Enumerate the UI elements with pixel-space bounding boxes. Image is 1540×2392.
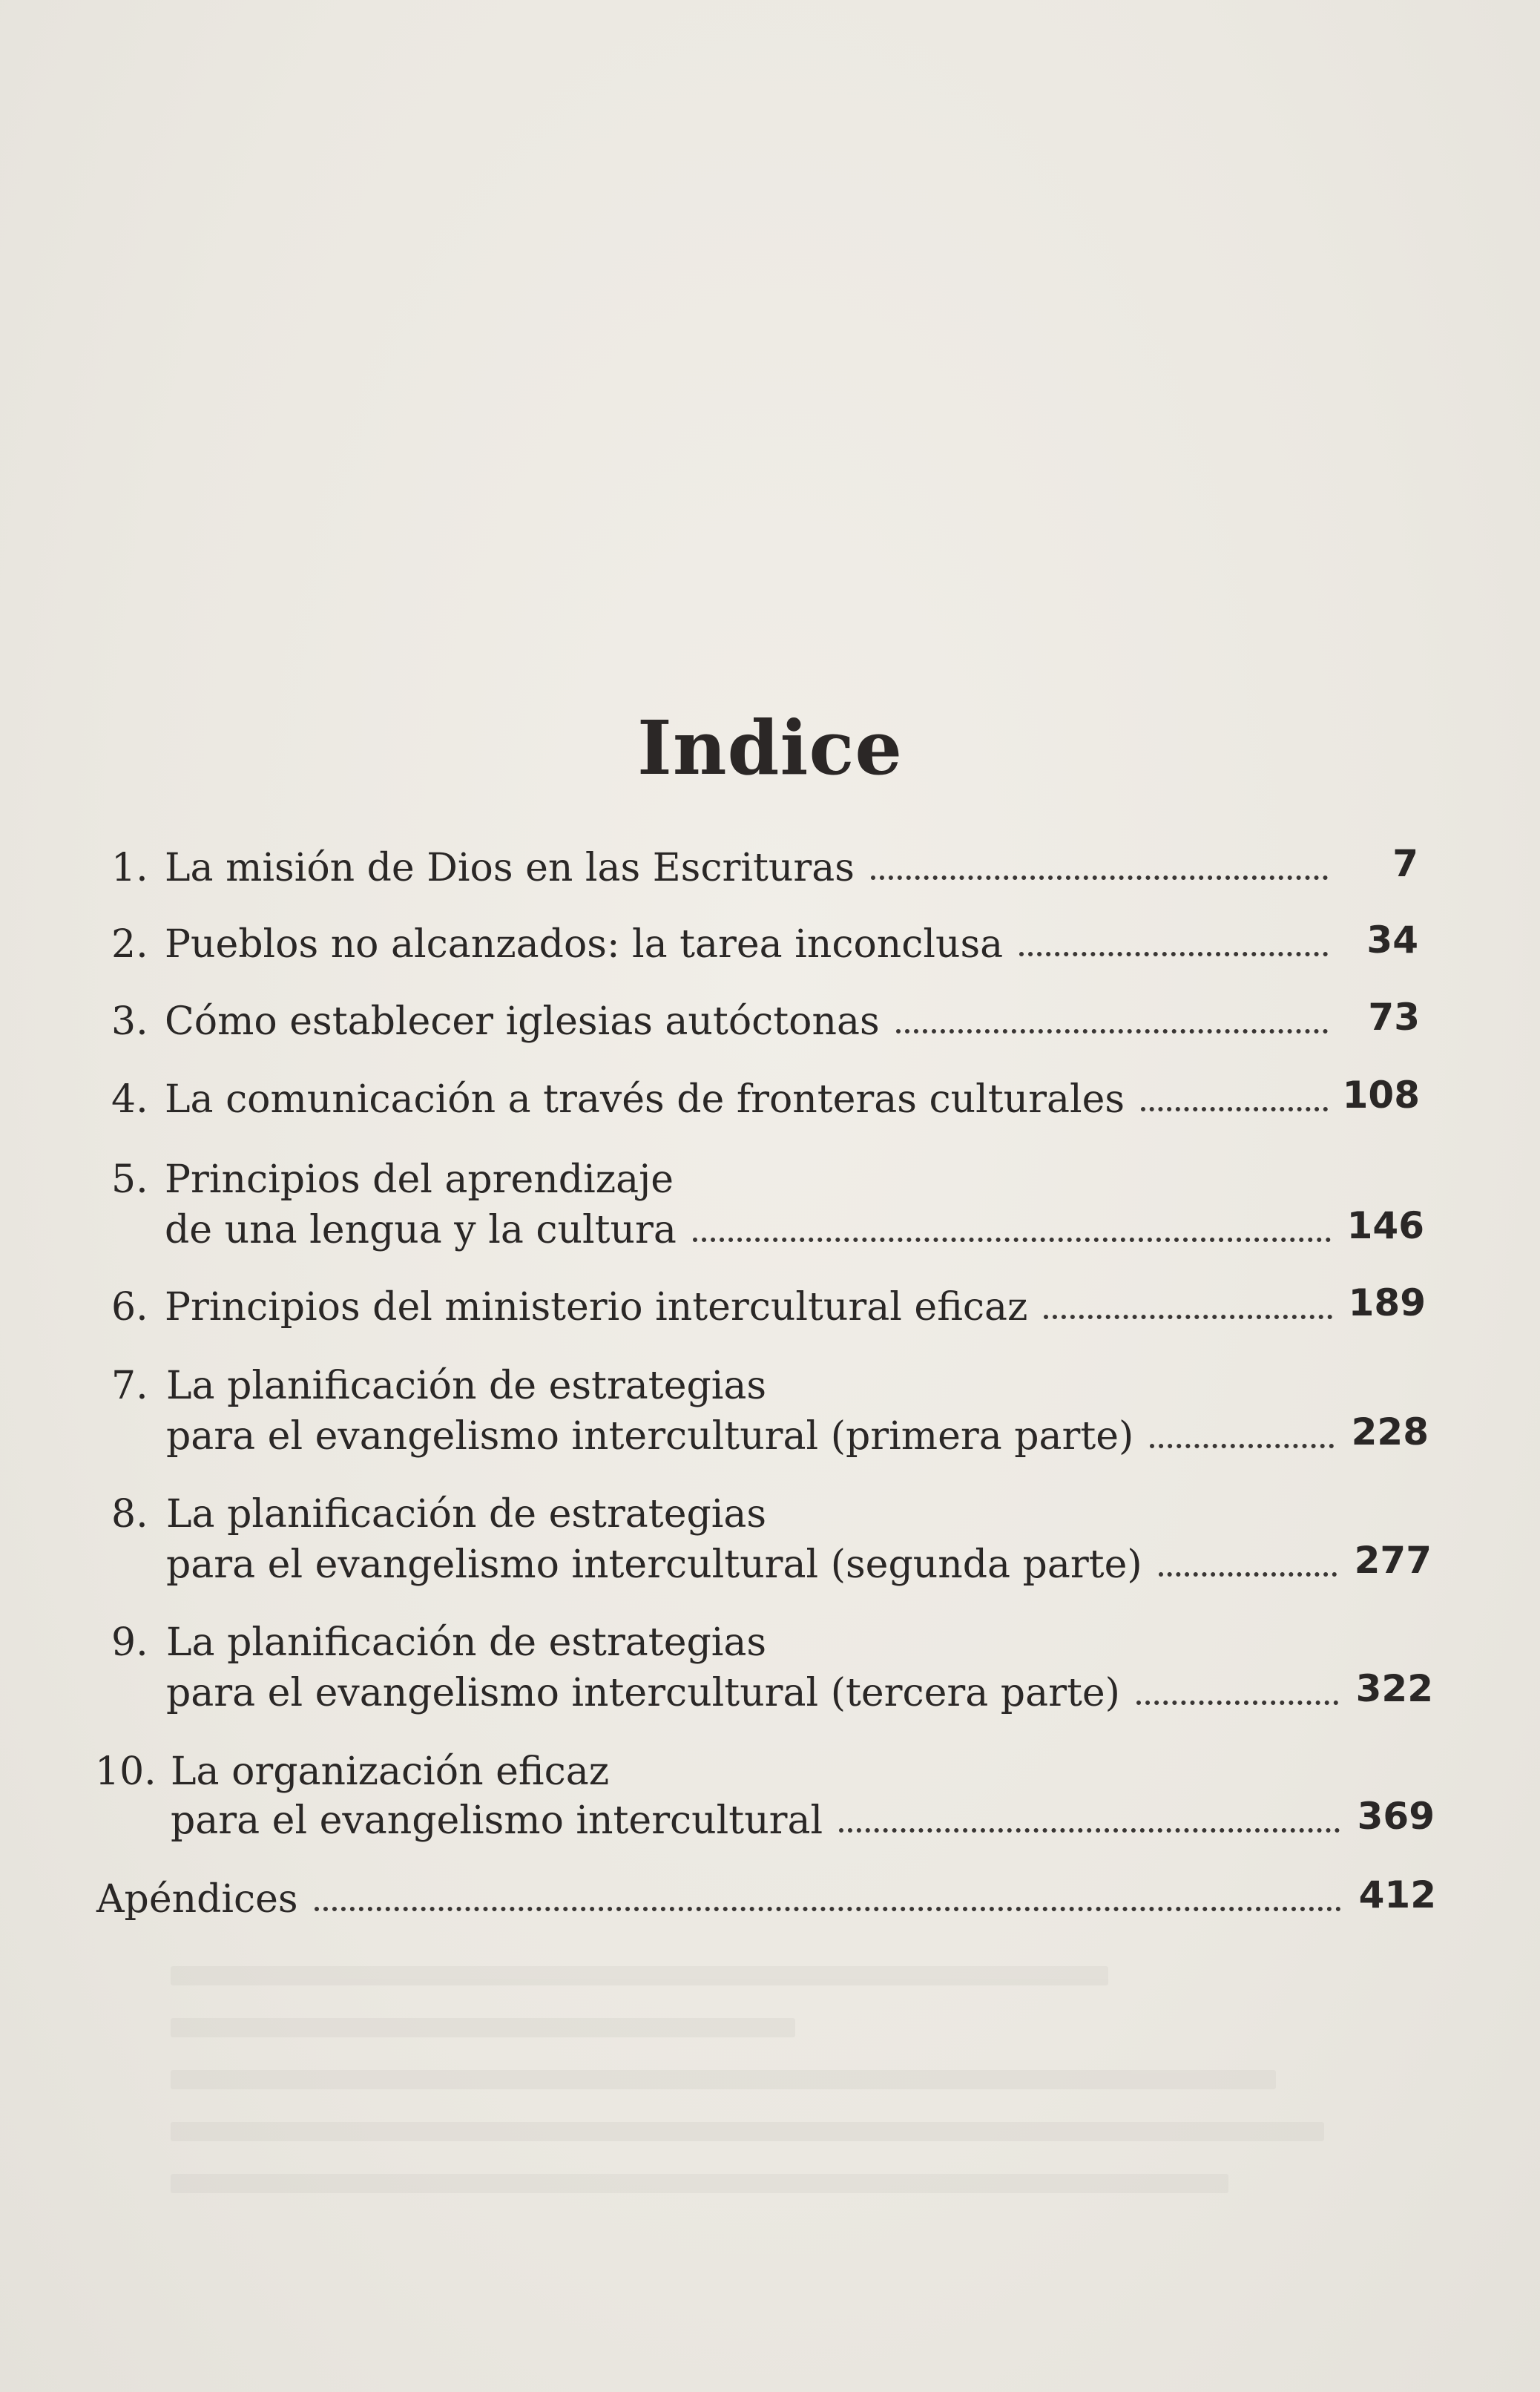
entry-title-line-2: para el evangelismo intercultural (segunda parte) xyxy=(166,1542,1142,1587)
page-number: 189 xyxy=(1348,1281,1426,1324)
dot-leader xyxy=(315,1907,1341,1911)
dot-leader xyxy=(1136,1701,1338,1705)
page-title: Indice xyxy=(637,704,903,792)
entry-title: La comunicación a través de fronteras culturales xyxy=(165,1077,1125,1122)
entry-number: 9. xyxy=(111,1620,148,1665)
entry-title-line-2: para el evangelismo intercultural (tercera parte) xyxy=(166,1671,1120,1715)
dot-leader xyxy=(1141,1107,1328,1111)
entry-number: 10. xyxy=(95,1749,157,1794)
entry-title-row xyxy=(165,1285,1332,1330)
page-number: 146 xyxy=(1346,1204,1424,1247)
entry-number: 4. xyxy=(111,1077,148,1122)
entry-title-line-2: para el evangelismo intercultural (primera parte) xyxy=(166,1414,1134,1459)
page-number: 34 xyxy=(1366,919,1418,962)
entry-number: 7. xyxy=(111,1364,148,1408)
page-number: 322 xyxy=(1355,1667,1433,1710)
page-number: 228 xyxy=(1351,1410,1429,1453)
entry-title-line-1: La organización eficaz xyxy=(171,1749,610,1794)
entry-title-row xyxy=(165,846,1328,890)
entry-number: 6. xyxy=(111,1285,148,1330)
page-number: 412 xyxy=(1358,1873,1436,1916)
entry-title-row xyxy=(166,1542,1337,1587)
entry-title-row xyxy=(165,999,1328,1044)
entry-title-line-2: de una lengua y la cultura xyxy=(165,1208,677,1252)
dot-leader xyxy=(693,1238,1331,1242)
dot-leader xyxy=(1150,1444,1334,1448)
entry-title: La misión de Dios en las Escrituras xyxy=(165,846,855,890)
page-number: 108 xyxy=(1342,1074,1420,1117)
entry-title-row xyxy=(165,1077,1328,1122)
entry-title-line-2: para el evangelismo intercultural xyxy=(171,1798,823,1843)
page-number: 73 xyxy=(1368,996,1420,1039)
dot-leader xyxy=(896,1029,1328,1034)
entry-number: 2. xyxy=(111,922,148,967)
entry-title: Principios del ministerio intercultural eficaz xyxy=(165,1285,1028,1330)
entry-title: Pueblos no alcanzados: la tarea inconclusa xyxy=(165,922,1004,967)
entry-title-row xyxy=(165,1208,1331,1252)
page-number: 277 xyxy=(1354,1539,1432,1582)
entry-title-row xyxy=(171,1798,1340,1843)
entry-title-row xyxy=(166,1414,1334,1459)
entry-number: 5. xyxy=(111,1157,148,1202)
entry-title-line-1: La planificación de estrategias xyxy=(166,1364,767,1408)
dot-leader xyxy=(839,1828,1340,1833)
entry-title-line-1: Principios del aprendizaje xyxy=(165,1157,674,1202)
entry-title-row xyxy=(165,922,1328,967)
dot-leader xyxy=(1159,1572,1337,1577)
dot-leader xyxy=(871,875,1328,880)
entry-title-line-1: La planificación de estrategias xyxy=(166,1620,767,1665)
entry-number: 8. xyxy=(111,1492,148,1537)
entry-number: 1. xyxy=(111,846,148,890)
appendix-title: Apéndices xyxy=(96,1877,298,1922)
dot-leader xyxy=(1019,952,1328,956)
entry-title-row xyxy=(166,1671,1338,1715)
dot-leader xyxy=(1044,1315,1332,1319)
page-number: 369 xyxy=(1357,1795,1435,1838)
appendix-row xyxy=(96,1877,1341,1922)
entry-title: Cómo establecer iglesias autóctonas xyxy=(165,999,880,1044)
page-number: 7 xyxy=(1392,842,1418,885)
entry-number: 3. xyxy=(111,999,148,1044)
entry-title-line-1: La planificación de estrategias xyxy=(166,1492,767,1537)
